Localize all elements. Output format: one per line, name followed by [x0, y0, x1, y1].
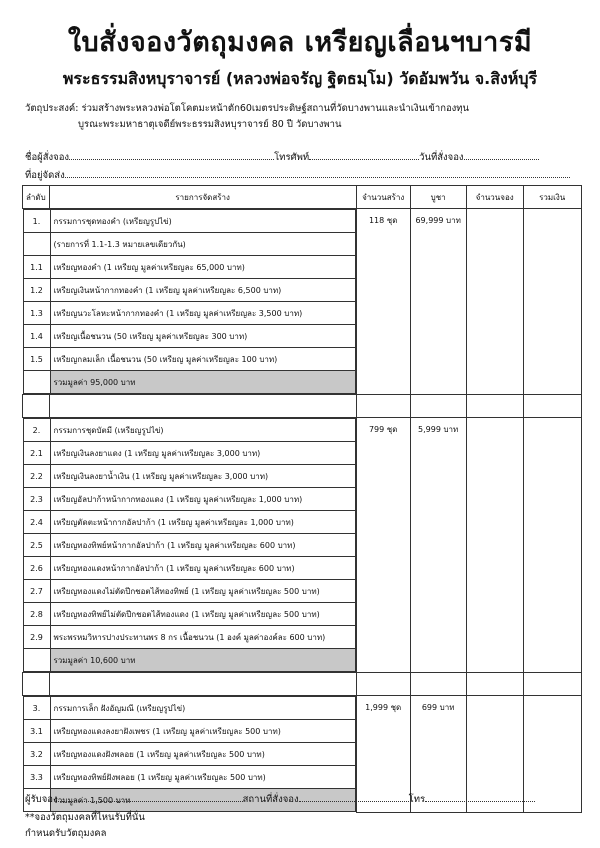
section-number: 3. — [23, 697, 50, 720]
header-no: ลำดับ — [23, 186, 50, 209]
item-number: 2.3 — [23, 488, 50, 511]
total-amount-cell[interactable] — [523, 418, 581, 673]
gap-cell — [356, 395, 410, 418]
page-subtitle: พระธรรมสิงหบุราจารย์ (หลวงพ่อจรัญ ฐิตธมฺโม) วัดอัมพวัน จ.สิงห์บุรี — [62, 69, 538, 88]
item-number: 2.9 — [23, 626, 50, 649]
gap-cell — [410, 673, 466, 696]
item-description: พระพรหมวิหารปางประทานพร 8 กร เนื้อชนวน (1 องค์ มูลค่าองค์ละ 600 บาท) — [50, 626, 355, 649]
item-number: 2.8 — [23, 603, 50, 626]
table-row — [23, 302, 355, 325]
phone-field[interactable] — [309, 150, 419, 160]
item-number: 2.1 — [23, 442, 50, 465]
item-description: เหรียญอัลปาก้าหน้ากากทองแดง (1 เหรียญ มูลค่าเหรียญละ 1,000 บาท) — [50, 488, 355, 511]
table-row — [23, 626, 355, 649]
gap-cell — [23, 673, 50, 696]
section-items — [23, 209, 356, 394]
gap-cell — [49, 673, 356, 696]
gap-cell — [49, 395, 356, 418]
table-row — [23, 465, 355, 488]
qty-order-cell[interactable] — [466, 209, 523, 395]
gap-cell — [466, 673, 523, 696]
section-row — [23, 418, 582, 673]
header-qty-order: จำนวนจอง — [466, 186, 523, 209]
table-row — [23, 720, 355, 743]
footer-phone-field[interactable] — [425, 792, 535, 802]
table-row — [23, 279, 355, 302]
section-note: (รายการที่ 1.1-1.3 หมายเลขเดียวกัน) — [50, 233, 355, 256]
gap-cell — [523, 673, 581, 696]
table-row — [23, 256, 355, 279]
purpose-text — [25, 101, 585, 133]
header-total: รวมเงิน — [523, 186, 581, 209]
place-label: สถานที่สั่งจอง — [242, 794, 299, 805]
header-price: บูชา — [410, 186, 466, 209]
section-name: กรรมการชุดทองคำ (เหรียญรูปไข่) — [50, 210, 355, 233]
item-number: 3.1 — [23, 720, 50, 743]
item-description: เหรียญเนื้อชนวน (50 เหรียญ มูลค่าเหรียญละ 300 บาท) — [50, 325, 355, 348]
item-description: เหรียญทองทิพย์ฝังพลอย (1 เหรียญ มูลค่าเหรียญละ 500 บาท) — [50, 766, 355, 789]
footer-note-1: **จองวัตถุมงคลที่ไหนรับที่นั่น — [25, 812, 145, 823]
item-number: 2.4 — [23, 511, 50, 534]
section-row — [23, 209, 582, 395]
order-table — [22, 185, 582, 813]
item-number: 3.3 — [23, 766, 50, 789]
empty-cell — [23, 233, 50, 256]
table-row — [23, 511, 355, 534]
section-total-row — [23, 371, 355, 394]
section-number: 1. — [23, 210, 50, 233]
item-number: 1.2 — [23, 279, 50, 302]
table-row — [23, 534, 355, 557]
section-total-row — [23, 649, 355, 672]
table-row — [23, 557, 355, 580]
price-cell: 69,999 บาท — [410, 209, 466, 395]
section-note-row — [23, 233, 355, 256]
section-items-cell — [23, 209, 357, 395]
table-row — [23, 325, 355, 348]
item-description: เหรียญทองแดงลงยาฝังเพชร (1 เหรียญ มูลค่าเหรียญละ 500 บาท) — [50, 720, 355, 743]
qty-made-cell: 799 ชุด — [356, 418, 410, 673]
total-amount-cell[interactable] — [523, 209, 581, 395]
item-description: เหรียญนวะโลหะหน้ากากทองคำ (1 เหรียญ มูลค่าเหรียญละ 3,500 บาท) — [50, 302, 355, 325]
footer-phone-label: โทร — [408, 794, 426, 805]
table-row — [23, 442, 355, 465]
section-name: กรรมการชุดบัตมี (เหรียญรูปไข่) — [50, 419, 355, 442]
gap-cell — [23, 395, 50, 418]
purpose-line-1: วัตถุประสงค์: ร่วมสร้างพระหลวงพ่อโตโคตมะหน้าตัก60เมตรประดิษฐ์สถานที่วัดบางพานและนำเงินเข้ากองทุน — [25, 103, 470, 114]
item-number: 1.4 — [23, 325, 50, 348]
table-row — [23, 348, 355, 371]
order-date-label: วันที่สั่งจอง — [419, 152, 464, 163]
gap-cell — [356, 673, 410, 696]
item-description: เหรียญตัดตะหน้ากากอัลปาก้า (1 เหรียญ มูลค่าเหรียญละ 1,000 บาท) — [50, 511, 355, 534]
receiver-label: ผู้รับจอง — [25, 794, 58, 805]
name-label: ชื่อผู้สั่งจอง — [25, 152, 70, 163]
item-number: 2.6 — [23, 557, 50, 580]
gap-cell — [410, 395, 466, 418]
purpose-line-2: บูรณะพระมหาธาตุเจดีย์พระธรรมสิงหบุราจารย์ 80 ปี วัดบางพาน — [78, 119, 342, 130]
table-row — [23, 580, 355, 603]
item-description: เหรียญทองแดงไม่ตัดปีกชอตไส้ทองทิพย์ (1 เหรียญ มูลค่าเหรียญละ 500 บาท) — [50, 580, 355, 603]
empty-cell — [23, 371, 50, 394]
qty-order-cell[interactable] — [466, 418, 523, 673]
item-description: เหรียญเงินหน้ากากทองคำ (1 เหรียญ มูลค่าเหรียญละ 6,500 บาท) — [50, 279, 355, 302]
section-number: 2. — [23, 419, 50, 442]
order-table-body — [23, 209, 582, 813]
place-field[interactable] — [299, 792, 409, 802]
item-number: 2.2 — [23, 465, 50, 488]
item-description: เหรียญทองทิพย์ไม่ตัดปีกชอตไส้ทองแดง (1 เหรียญ มูลค่าเหรียญละ 500 บาท) — [50, 603, 355, 626]
item-description: เหรียญทองแดงหน้ากากอัลปาก้า (1 เหรียญ มูลค่าเหรียญละ 600 บาท) — [50, 557, 355, 580]
section-heading — [23, 210, 355, 233]
item-description: เหรียญทองคำ (1 เหรียญ มูลค่าเหรียญละ 65,000 บาท) — [50, 256, 355, 279]
item-description: เหรียญเงินลงยาน้ำเงิน (1 เหรียญ มูลค่าเหรียญละ 3,000 บาท) — [50, 465, 355, 488]
item-description: เหรียญทองทิพย์หน้ากากอัลปาก้า (1 เหรียญ มูลค่าเหรียญละ 600 บาท) — [50, 534, 355, 557]
address-field[interactable] — [65, 168, 570, 178]
item-number: 3.2 — [23, 743, 50, 766]
receiver-field[interactable] — [58, 792, 243, 802]
item-number: 2.7 — [23, 580, 50, 603]
item-description: เหรียญกลมเล็ก เนื้อชนวน (50 เหรียญ มูลค่าเหรียญละ 100 บาท) — [50, 348, 355, 371]
empty-cell — [23, 649, 50, 672]
order-date-field[interactable] — [464, 150, 539, 160]
section-total: รวมมูลค่า 10,600 บาท — [50, 649, 355, 672]
phone-label: โทรศัพท์ — [274, 152, 310, 163]
item-number: 1.1 — [23, 256, 50, 279]
address-label: ที่อยู่จัดส่ง — [25, 170, 65, 181]
gap-cell — [466, 395, 523, 418]
item-number: 1.3 — [23, 302, 50, 325]
footer-note-2: กำหนดรับวัตถุมงคล — [25, 828, 107, 839]
section-total: รวมมูลค่า 95,000 บาท — [50, 371, 355, 394]
table-row — [23, 488, 355, 511]
table-row — [23, 603, 355, 626]
section-heading — [23, 697, 355, 720]
receiver-line — [25, 792, 535, 807]
item-description: เหรียญทองแดงฝังพลอย (1 เหรียญ มูลค่าเหรียญละ 500 บาท) — [50, 743, 355, 766]
address-line — [25, 168, 585, 183]
name-field[interactable] — [69, 150, 274, 160]
price-cell: 5,999 บาท — [410, 418, 466, 673]
header-qty-made: จำนวนสร้าง — [356, 186, 410, 209]
item-description: เหรียญเงินลงยาแดง (1 เหรียญ มูลค่าเหรียญละ 3,000 บาท) — [50, 442, 355, 465]
section-gap — [23, 673, 582, 696]
section-heading — [23, 419, 355, 442]
table-row — [23, 766, 355, 789]
section-total: รวมมูลค่า 1,500 บาท — [50, 789, 355, 812]
page-title: ใบสั่งจองวัตถุมงคล เหรียญเลื่อนฯบารมี — [67, 27, 533, 58]
header-item: รายการจัดสร้าง — [49, 186, 356, 209]
qty-made-cell: 118 ชุด — [356, 209, 410, 395]
section-items-cell — [23, 418, 357, 673]
item-number: 2.5 — [23, 534, 50, 557]
section-items — [23, 418, 356, 672]
price-cell: 699 บาท — [410, 696, 466, 813]
orderer-line — [25, 150, 585, 165]
qty-made-cell: 1,999 ชุด — [356, 696, 410, 813]
section-name: กรรมการเล็ก ฝังอัญมณี (เหรียญรูปไข่) — [50, 697, 355, 720]
gap-cell — [523, 395, 581, 418]
table-row — [23, 743, 355, 766]
section-gap — [23, 395, 582, 418]
item-number: 1.5 — [23, 348, 50, 371]
